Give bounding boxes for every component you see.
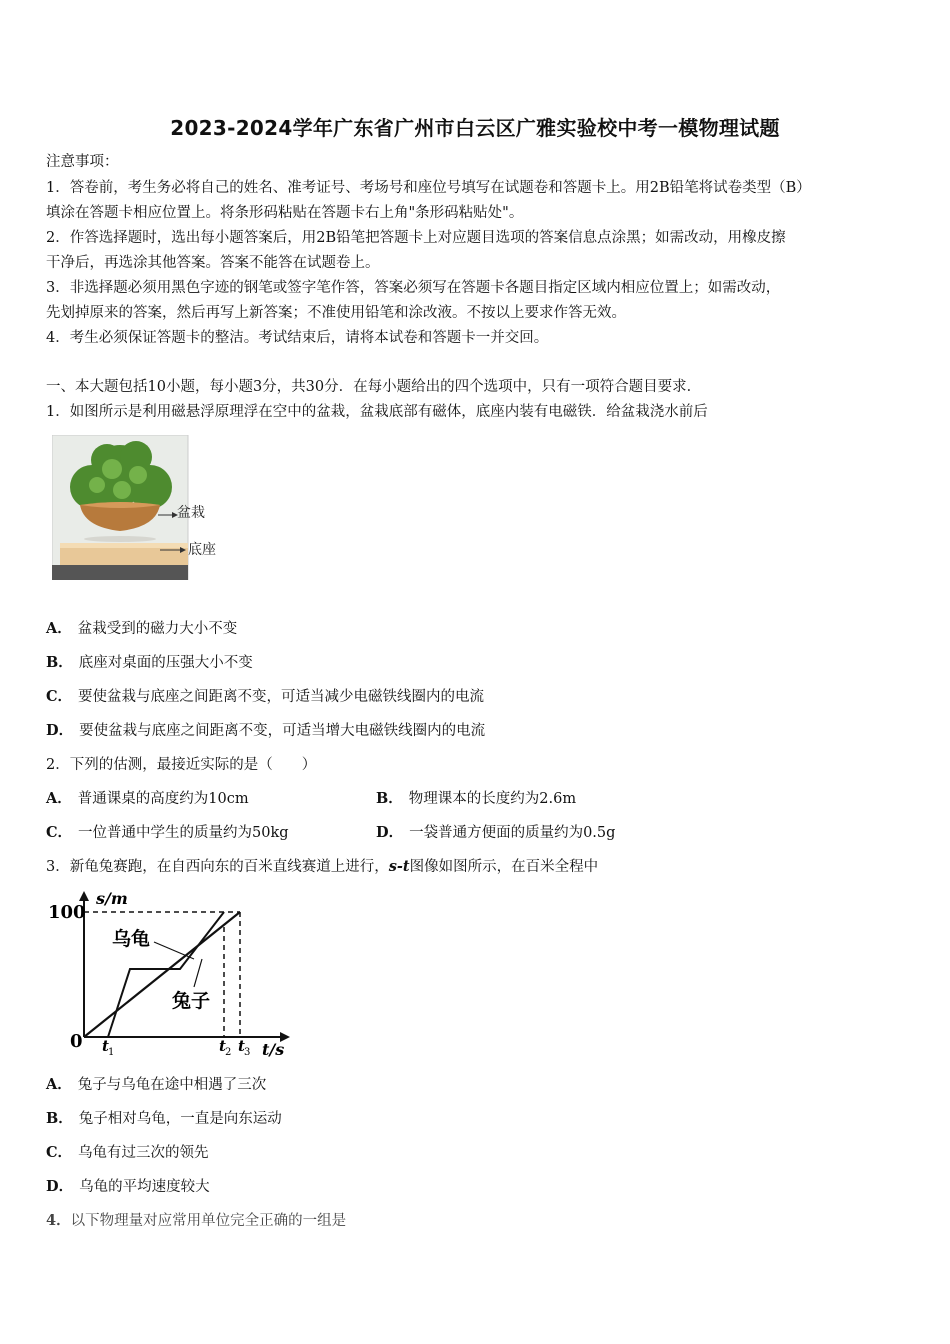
option-text: 乌龟的平均速度较大 (79, 1179, 210, 1195)
t3-label: t (238, 1037, 245, 1055)
notice-heading: 注意事项： (46, 154, 119, 170)
notice-line: 先划掉原来的答案，然后再写上新答案；不准使用铅笔和涂改液。不按以上要求作答无效。 (46, 305, 626, 321)
turtle-label: 乌龟 (112, 928, 151, 950)
option-key: A． (46, 790, 72, 807)
option-text: 乌龟有过三次的领先 (78, 1145, 209, 1161)
notice-line: 4．考生必须保证答题卡的整洁。考试结束后，请将本试卷和答题卡一并交回。 (46, 330, 549, 346)
t1-label: t (102, 1037, 109, 1055)
option-key: D． (46, 1178, 74, 1195)
pot-label: 盆栽 (177, 505, 205, 521)
s-t-graph-figure (44, 887, 294, 1062)
option-key: C． (46, 1144, 73, 1161)
q3-option-c[interactable] (46, 1143, 209, 1163)
option-text: 兔子与乌龟在途中相遇了三次 (77, 1077, 267, 1093)
option-key: B． (46, 1110, 73, 1127)
stem-text: 以下物理量对应常用单位完全正确的一组是 (70, 1213, 347, 1229)
stem-text: 3．新龟兔赛跑，在自西向东的百米直线赛道上进行， (46, 859, 389, 875)
levitating-plant-figure (52, 435, 242, 580)
s-t-graph (44, 887, 294, 1062)
q1-option-b[interactable] (46, 653, 253, 673)
option-key: C． (46, 824, 73, 841)
t1-sub: 1 (108, 1047, 115, 1058)
q3-option-a[interactable] (46, 1075, 266, 1095)
q3-option-d[interactable] (46, 1177, 210, 1197)
question-2-stem: 2．下列的估测，最接近实际的是（ ） (46, 757, 317, 773)
y-axis-label: s/m (96, 889, 128, 908)
option-text: 要使盆栽与底座之间距离不变，可适当增大电磁铁线圈内的电流 (79, 723, 486, 739)
q3-option-b[interactable] (46, 1109, 282, 1129)
section-heading: 一、本大题包括10小题，每小题3分，共30分．在每小题给出的四个选项中，只有一项符合题目要求． (46, 379, 702, 395)
notice-line: 2．作答选择题时，选出每小题答案后，用2B铅笔把答题卡上对应题目选项的答案信息点涂黑；如需改动，用橡皮擦 (46, 230, 786, 246)
notice-line: 填涂在答题卡相应位置上。将条形码粘贴在答题卡右上角"条形码粘贴处"。 (46, 205, 524, 221)
option-text: 一位普通中学生的质量约为50kg (78, 825, 289, 841)
y-tick-100: 100 (48, 902, 86, 923)
option-key: B． (376, 790, 403, 807)
option-text: 物理课本的长度约为2.6m (408, 791, 577, 807)
option-text: 普通课桌的高度约为10cm (77, 791, 249, 807)
q1-option-c[interactable] (46, 687, 484, 707)
option-key: D． (376, 824, 404, 841)
q1-option-d[interactable] (46, 721, 485, 741)
option-text: 盆栽受到的磁力大小不变 (77, 621, 238, 637)
q2-option-c[interactable] (46, 823, 289, 843)
option-key: C． (46, 688, 73, 705)
q2-option-a[interactable] (46, 789, 249, 809)
option-key: A． (46, 1076, 72, 1093)
t2-label: t (219, 1037, 226, 1055)
x-axis-label: t/s (262, 1040, 285, 1059)
levitating-plant-illustration (52, 435, 242, 580)
notice-line: 干净后，再选涂其他答案。答案不能答在试题卷上。 (46, 255, 380, 271)
notice-line: 1．答卷前，考生务必将自己的姓名、准考证号、考场号和座位号填写在试题卷和答题卡上。用2B铅笔将试卷类型（B） (46, 180, 811, 196)
turtle-line (84, 912, 240, 1037)
option-text: 底座对桌面的压强大小不变 (78, 655, 253, 671)
q2-option-d[interactable] (376, 823, 615, 843)
base-label: 底座 (188, 542, 216, 558)
question-3-stem (46, 857, 906, 877)
option-key: B． (46, 654, 73, 671)
option-key: D． (46, 722, 74, 739)
t2-sub: 2 (225, 1047, 232, 1058)
t3-sub: 3 (244, 1047, 251, 1058)
stem-text: 图像如图所示，在百米全程中 (409, 859, 599, 875)
q1-option-a[interactable] (46, 619, 237, 639)
page-title: 2023-2024学年广东省广州市白云区广雅实验校中考一模物理试题 (170, 116, 780, 140)
q2-option-b[interactable] (376, 789, 576, 809)
question-4-stem (46, 1211, 906, 1231)
option-key: A． (46, 620, 72, 637)
stem-emphasis: s-t (388, 858, 410, 875)
option-text: 兔子相对乌龟，一直是向东运动 (78, 1111, 282, 1127)
option-text: 一袋普通方便面的质量约为0.5g (409, 825, 616, 841)
origin-label: 0 (70, 1031, 83, 1052)
notice-line: 3．非选择题必须用黑色字迹的钢笔或签字笔作答，答案必须写在答题卡各题目指定区域内相应位置上；如需改动， (46, 280, 781, 296)
question-1-stem: 1．如图所示是利用磁悬浮原理浮在空中的盆栽，盆栽底部有磁体，底座内装有电磁铁．给盆栽浇水前后 (46, 404, 708, 420)
rabbit-label: 兔子 (172, 990, 211, 1012)
option-text: 要使盆栽与底座之间距离不变，可适当减少电磁铁线圈内的电流 (78, 689, 485, 705)
question-number: 4． (46, 1212, 71, 1229)
